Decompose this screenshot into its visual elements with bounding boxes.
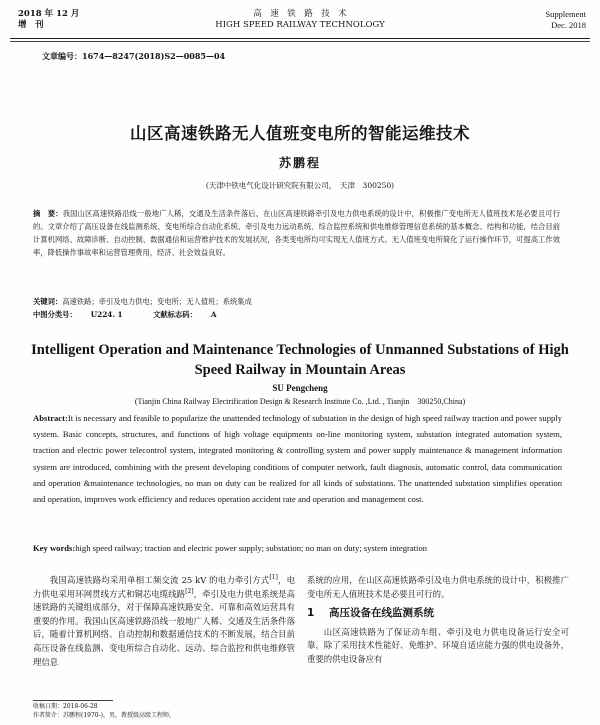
author-en: SU Pengcheng — [272, 383, 328, 393]
keywords-cn-label: 关键词： — [33, 297, 63, 306]
abstract-en-text: It is necessary and feasible to popularize the unattended technology of substation in the design of high speed railway traction and power supply system. Basic concepts, structures, and functions of high voltage equipments on-line monitoring system, substation integrated automation system, traction and electric power telecontrol system, integrated monitoring & controlling system and power supply maintenance & management information system are introduced, combining with the present developing conditions of computer network, fault diagnosis, automatic control, data communication and operation &maintenance technologies, no man on duty can be realized for all kinds of substations. The unattended substation simplifies operation and operation, improves work efficiency and reduces operation accident rate and operation and management cost. — [33, 413, 562, 505]
keywords-en-label: Key words: — [33, 543, 76, 553]
footnote — [33, 702, 175, 720]
abstract-cn — [33, 207, 560, 259]
section-heading — [307, 607, 569, 621]
header-rule — [10, 38, 590, 39]
body-column-right — [307, 574, 569, 667]
body-intro-continued: 系统的应用，在山区高速铁路牵引及电力供电系统的设计中，积极推广变电所无人值班技术是必要且可行的。 — [307, 575, 569, 599]
body-column-left — [33, 574, 295, 669]
clc-number — [33, 310, 137, 319]
article-number: 文章编号：1674—8247(2018)S2—0085—04 — [42, 51, 226, 61]
affiliation-cn: (天津中铁电气化设计研究院有限公司， 天津 300250) — [205, 181, 395, 190]
section-number: 1 — [307, 607, 315, 620]
footnote-rule — [33, 700, 113, 701]
header-supplement: Supplement — [545, 9, 586, 19]
keywords-cn-text: 高速铁路；牵引及电力供电；变电所；无人值班；系统集成 — [62, 297, 252, 306]
header-right — [545, 9, 586, 31]
doc-code-label: 文献标志码： — [153, 310, 197, 319]
abstract-en-label: Abstract: — [33, 413, 68, 423]
header-rule-thin — [10, 41, 590, 42]
running-header — [10, 9, 590, 37]
section-body: 山区高速铁路为了保证动车组、牵引及电力供电设备运行安全可靠，除了采用技术性能好、免维护、环境自适应能力强的供电设备外，重要的供电设备应有 — [307, 626, 569, 664]
abstract-en — [33, 410, 562, 507]
footnote-received: 收稿日期：2018-06-28 — [33, 703, 98, 710]
body-intro-c: ，牵引及电力供电系统是高速铁路的关键组成部分，对于保障高速铁路安全、可靠和高效运营具有重要的作用。我国山区高速铁路沿线一般地广人稀、交通及生活条件落后，随着计算机网络、自动控制和数据通信技术的不断发展，结合目前高压设备在线监测、变电所综合自动化、远动、综合监控和供电维修管理信息 — [33, 588, 296, 667]
citation-2[interactable]: [2] — [185, 587, 194, 595]
journal-name-en: HIGH SPEED RAILWAY TECHNOLOGY — [215, 20, 385, 30]
journal-name-cn: 高 速 铁 路 技 术 — [253, 9, 347, 19]
section-title: 高压设备在线监测系统 — [329, 607, 434, 620]
footnote-author-bio: 作者简介：苏鹏程(1970-)，男，教授级高级工程师。 — [33, 712, 175, 719]
body-intro-b: ，电力供电采用环网贯线方式和铜芯电缆线路 — [33, 575, 296, 599]
affiliation-en: (Tianjin China Railway Electrification Design & Research Institute Co. ,Ltd. , Tianjin 300250,China) — [134, 397, 466, 406]
citation-1[interactable]: [1] — [269, 574, 278, 582]
title-en: Intelligent Operation and Maintenance Technologies of Unmanned Substations of High Speed Railway in Mountain Areas — [31, 342, 569, 378]
header-year: 2018 年 12 月 — [18, 9, 80, 19]
abstract-cn-label: 摘 要： — [33, 209, 63, 218]
title-cn: 山区高速铁路无人值班变电所的智能运维技术 — [130, 124, 470, 143]
keywords-cn — [33, 296, 560, 308]
keywords-en-text: high speed railway; traction and electric power supply; substation; no man on duty; system integration — [75, 543, 428, 553]
doc-code — [153, 310, 230, 319]
body-intro-a: 我国高速铁路均采用单相工频交流 25 kV 的电力牵引方式 — [49, 575, 270, 585]
classification — [33, 309, 245, 321]
keywords-en — [33, 542, 562, 554]
abstract-cn-text: 我国山区高速铁路沿线一般地广人稀，交通及生活条件落后，在山区高速铁路牵引及电力供电系统的设计中，积极推广变电所无人值班技术是必要且可行的。文章介绍了高压设备在线监测系统、变电所综合自动化系统、牵引及电力远动系统、综合监控系统和供电维修管理信息系统的基本概念、结构和功能，结合目前计算机网络、故障诊断、自动控制、数据通信和运营维护技术的发展状况，各类变电所均可实现无人值班方式。无人值班变电所简化了运行操作环节，可提高工作效率，降低操作事故率和运营管理费用，经济、社会效益良好。 — [33, 209, 561, 257]
clc-value: U224. 1 — [90, 310, 123, 319]
doc-code-value: A — [210, 310, 217, 319]
author-cn: 苏鹏程 — [278, 156, 321, 170]
header-issue: 增 刊 — [18, 20, 44, 30]
header-date: Dec. 2018 — [551, 20, 586, 30]
clc-label: 中图分类号： — [33, 310, 77, 319]
header-journal — [10, 9, 590, 31]
